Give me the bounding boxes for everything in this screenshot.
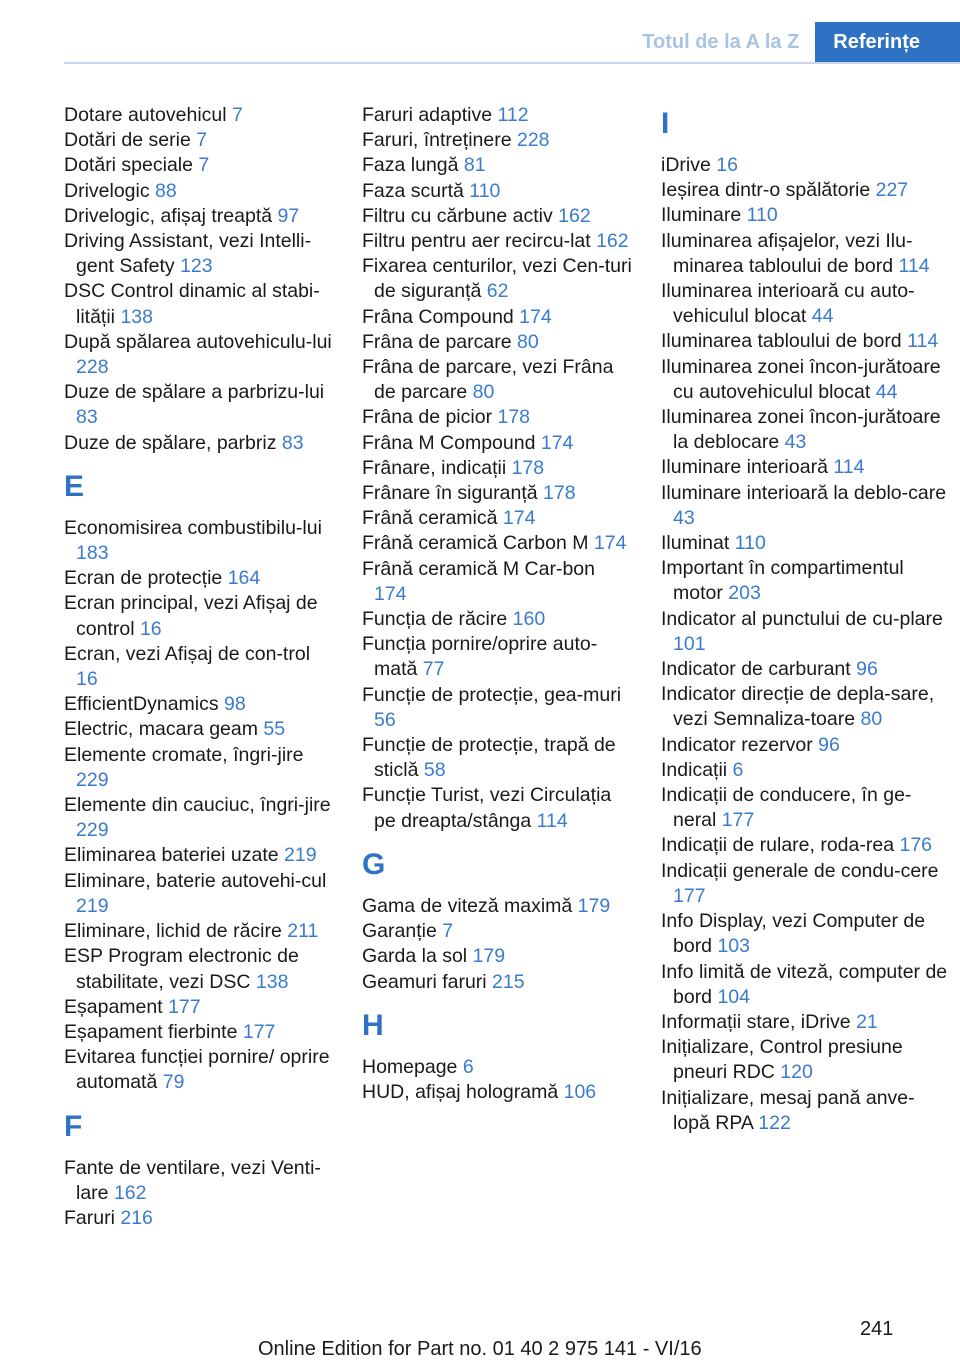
index-entry[interactable]: [64, 516, 334, 566]
index-entry-page-link[interactable]: 80: [517, 330, 539, 353]
index-entry[interactable]: [362, 229, 632, 254]
index-entry-term: Frâna de parcare: [362, 330, 518, 353]
index-entry-term: Funcție de protecție, gea‐muri: [362, 683, 622, 706]
index-entry-term: Fixarea centurilor, vezi Cen‐turi de siguranță: [362, 255, 632, 303]
index-entry-term: Filtru pentru aer recircu‐lat: [362, 230, 597, 253]
index-entry-page-link[interactable]: 174: [519, 305, 552, 328]
index-letter-heading: G: [362, 847, 386, 881]
index-entry-page-link[interactable]: 203: [728, 582, 761, 605]
index-entry[interactable]: [64, 995, 334, 1020]
index-entry-page-link[interactable]: 123: [180, 255, 213, 278]
index-entry-page-link[interactable]: 44: [811, 305, 834, 328]
index-entry-term: Garda la sol: [362, 945, 473, 968]
index-entry-page-link[interactable]: 6: [462, 1055, 474, 1078]
header-divider: [64, 62, 960, 64]
index-entry-page-link[interactable]: 97: [277, 204, 300, 227]
index-entry-term: Duze de spălare, parbriz: [64, 431, 282, 454]
index-entry-term: Economisirea combustibilu‐lui: [64, 516, 322, 539]
index-entry-term: După spălarea autovehiculu‐lui: [64, 330, 332, 353]
index-entry-page-link[interactable]: 98: [224, 693, 246, 716]
index-entry-page-link[interactable]: 162: [113, 1181, 147, 1204]
index-entry-term: Drivelogic, afișaj treaptă: [64, 204, 278, 227]
index-entry-page-link[interactable]: 178: [511, 456, 545, 479]
index-entry-page-link[interactable]: 177: [673, 884, 706, 907]
index-entry-page-link[interactable]: 174: [593, 532, 627, 555]
index-entry-term: Funcția pornire/oprire auto‐mată: [362, 633, 598, 681]
index-entry-term: Frână ceramică M Car‐bon: [362, 557, 595, 580]
index-entry-page-link[interactable]: 7: [442, 920, 454, 943]
index-entry-term: Faruri, întreținere: [362, 129, 517, 152]
index-entry-page-link[interactable]: 229: [76, 819, 109, 842]
index-entry-term: Eșapament fierbinte: [64, 1020, 243, 1043]
index-entry-page-link[interactable]: 114: [833, 456, 865, 479]
index-entry-page-link[interactable]: 62: [486, 280, 509, 303]
index-entry-term: Electric, macara geam: [64, 718, 264, 741]
index-entry-term: Iluminat: [661, 532, 735, 555]
index-entry[interactable]: [661, 1010, 951, 1035]
index-entry-page-link[interactable]: 162: [558, 204, 591, 227]
index-entry-term: EfficientDynamics: [64, 693, 225, 716]
index-entry-page-link[interactable]: 114: [898, 254, 930, 277]
index-entry[interactable]: [64, 153, 334, 178]
index-entry-term: Eliminare, lichid de răcire: [64, 920, 288, 943]
index-entry-term: iDrive: [661, 154, 717, 176]
index-entry-page-link[interactable]: 176: [899, 834, 933, 857]
index-entry[interactable]: [362, 254, 632, 304]
index-entry[interactable]: [661, 455, 951, 480]
index-entry-term: Faza lungă: [362, 154, 464, 177]
index-entry[interactable]: [661, 229, 951, 279]
index-entry-term: Eșapament: [64, 995, 169, 1018]
index-entry-page-link[interactable]: 83: [281, 431, 304, 454]
index-entry-page-link[interactable]: 219: [284, 844, 317, 867]
index-entry-page-link[interactable]: 6: [732, 758, 744, 781]
index-entry[interactable]: [661, 481, 951, 531]
index-entry[interactable]: [64, 431, 334, 456]
index-entry-term: Frâna de picior: [362, 406, 498, 429]
index-entry[interactable]: [64, 743, 334, 793]
index-entry-page-link[interactable]: 177: [168, 995, 201, 1018]
index-entry-term: Indicator rezervor: [661, 733, 819, 756]
index-entry[interactable]: [64, 944, 334, 994]
index-entry-page-link[interactable]: 164: [227, 567, 261, 590]
index-entry-term: Iluminare interioară la deblo‐care: [661, 481, 947, 504]
index-entry-term: Driving Assistant, vezi Intelli‐gent Safety: [64, 230, 312, 278]
index-entry-page-link[interactable]: 178: [543, 482, 576, 505]
index-entry-page-link[interactable]: 122: [758, 1111, 791, 1134]
index-entry-page-link[interactable]: 106: [563, 1080, 597, 1103]
index-entry-term: Iluminarea tabloului de bord: [661, 330, 908, 353]
index-entry-page-link[interactable]: 110: [469, 179, 501, 202]
index-entry-page-link[interactable]: 229: [76, 768, 109, 791]
index-entry[interactable]: [362, 153, 632, 178]
index-entry-term: Iluminarea zonei încon‐jurătoare cu autovehiculul blocat: [661, 355, 941, 403]
index-entry-page-link[interactable]: 55: [263, 718, 286, 741]
index-entry[interactable]: [362, 204, 632, 229]
index-entry-term: Evitarea funcției pornire/ oprire automată: [64, 1046, 330, 1094]
index-entry-term: Indicator direcție de depla‐sare, vezi Semnaliza‐toare: [661, 683, 935, 731]
index-entry-page-link[interactable]: 114: [907, 330, 939, 353]
index-entry[interactable]: [362, 506, 632, 531]
index-entry[interactable]: [64, 1020, 334, 1045]
index-entry[interactable]: [362, 179, 632, 204]
index-entry-page-link[interactable]: 138: [255, 970, 289, 993]
index-column-1: [64, 103, 334, 1231]
index-letter-heading: H: [362, 1008, 384, 1042]
index-entry[interactable]: [362, 531, 632, 556]
index-entry[interactable]: [64, 1045, 334, 1095]
index-entry-page-link[interactable]: 174: [502, 507, 536, 530]
index-entry-page-link[interactable]: 80: [860, 708, 883, 731]
index-entry-term: Frânare în siguranță: [362, 482, 544, 505]
index-entry-term: DSC Control dinamic al stabi‐lității: [64, 280, 320, 328]
index-entry-term: Faza scurtă: [362, 179, 470, 202]
index-entry-page-link[interactable]: 174: [540, 431, 574, 454]
index-entry-term: Frână ceramică Carbon M: [362, 532, 594, 555]
index-entry-page-link[interactable]: 7: [198, 154, 210, 177]
index-entry-page-link[interactable]: 43: [784, 431, 807, 454]
index-entry-page-link[interactable]: 110: [746, 204, 778, 227]
index-entry-term: Indicații de rulare, roda‐rea: [661, 834, 900, 857]
index-entry-page-link[interactable]: 44: [875, 380, 898, 403]
index-entry-term: Info limită de viteză, computer de bord: [661, 960, 948, 1008]
index-entry[interactable]: [64, 591, 334, 641]
index-entry-term: Eliminare, baterie autovehi‐cul: [64, 869, 327, 892]
index-entry[interactable]: [661, 859, 951, 909]
index-entry[interactable]: [661, 960, 951, 1010]
index-entry-term: ESP Program electronic de stabilitate, vezi DSC: [64, 945, 299, 993]
index-entry-term: Iluminare: [661, 204, 747, 227]
index-entry-term: Elemente cromate, îngri‐jire: [64, 743, 304, 766]
index-entry-page-link[interactable]: 179: [577, 894, 611, 917]
index-entry-page-link[interactable]: 112: [497, 104, 529, 126]
index-entry[interactable]: [64, 1156, 334, 1206]
index-entry[interactable]: [362, 919, 632, 944]
index-entry[interactable]: [64, 179, 334, 204]
index-entry[interactable]: [661, 1086, 951, 1136]
index-entry-term: Faruri adaptive: [362, 104, 498, 126]
index-entry[interactable]: [362, 944, 632, 969]
index-entry-term: Geamuri faruri: [362, 970, 493, 993]
index-entry[interactable]: [661, 405, 951, 455]
index-entry-term: Indicator al punctului de cu‐plare: [661, 607, 943, 630]
index-entry-page-link[interactable]: 58: [423, 759, 446, 782]
index-entry-page-link[interactable]: 16: [76, 668, 98, 691]
index-entry[interactable]: [661, 657, 951, 682]
index-entry[interactable]: [64, 103, 334, 128]
index-entry-term: Garanție: [362, 920, 443, 943]
index-column-2: [362, 103, 632, 1105]
index-entry[interactable]: [362, 632, 632, 682]
index-entry-term: Funcție de protecție, trapă de sticlă: [362, 734, 616, 782]
index-entry-term: Filtru cu cărbune activ: [362, 204, 559, 227]
index-entry-term: Duze de spălare a parbrizu‐lui: [64, 381, 325, 404]
index-entry[interactable]: [64, 279, 334, 329]
index-entry[interactable]: [64, 843, 334, 868]
index-entry[interactable]: [661, 153, 951, 178]
index-entry[interactable]: [64, 566, 334, 591]
index-entry-term: Ecran principal, vezi Afișaj de control: [64, 592, 318, 640]
index-entry[interactable]: [362, 1080, 632, 1105]
index-entry[interactable]: [362, 683, 632, 733]
index-entry[interactable]: [362, 1055, 632, 1080]
index-entry[interactable]: [661, 203, 951, 228]
index-entry[interactable]: [64, 204, 334, 229]
index-entry[interactable]: [64, 380, 334, 430]
index-entry[interactable]: [661, 607, 951, 657]
index-entry-page-link[interactable]: 179: [472, 945, 506, 968]
index-entry-page-link[interactable]: 138: [120, 305, 153, 328]
index-entry-term: HUD, afișaj hologramă: [362, 1080, 564, 1103]
index-entry-term: Inițializare, mesaj pană anve‐lopă RPA: [661, 1086, 915, 1134]
index-entry-page-link[interactable]: 21: [856, 1010, 878, 1033]
index-entry-term: Gama de viteză maximă: [362, 894, 578, 917]
index-entry-term: Info Display, vezi Computer de bord: [661, 910, 926, 958]
index-entry-term: Dotare autovehicul: [64, 104, 233, 126]
index-entry[interactable]: [661, 531, 951, 556]
index-entry[interactable]: [362, 557, 632, 607]
index-entry[interactable]: [362, 355, 632, 405]
index-entry-page-link[interactable]: 228: [516, 129, 550, 152]
index-entry-page-link[interactable]: 16: [716, 154, 738, 176]
index-entry[interactable]: [362, 456, 632, 481]
index-entry[interactable]: [362, 431, 632, 456]
index-entry-page-link[interactable]: 101: [673, 632, 706, 655]
index-entry-term: Frână ceramică: [362, 507, 503, 530]
index-entry[interactable]: [362, 405, 632, 430]
page-header: [626, 22, 960, 62]
index-entry-term: Ecran, vezi Afișaj de con‐trol: [64, 642, 311, 665]
index-entry-page-link[interactable]: 80: [472, 381, 495, 404]
index-entry-page-link[interactable]: 96: [856, 658, 878, 681]
index-entry[interactable]: [661, 783, 951, 833]
index-letter-heading: E: [64, 469, 85, 503]
index-entry-term: Iluminarea afișajelor, vezi Ilu‐minarea tabloului de bord: [661, 229, 913, 277]
index-entry-page-link[interactable]: 103: [717, 935, 750, 958]
index-entry-term: Indicații de conducere, în ge‐neral: [661, 784, 912, 832]
index-entry-page-link[interactable]: 177: [242, 1020, 276, 1043]
index-entry[interactable]: [64, 1206, 334, 1231]
index-entry[interactable]: [362, 894, 632, 919]
index-entry-page-link[interactable]: 114: [536, 809, 568, 832]
index-entry-term: Ieșirea dintr-o spălătorie: [661, 179, 876, 202]
index-entry[interactable]: [64, 919, 334, 944]
index-entry[interactable]: [64, 717, 334, 742]
index-entry[interactable]: [661, 733, 951, 758]
header-tab-references[interactable]: Referințe: [815, 22, 960, 62]
index-entry-page-link[interactable]: 120: [780, 1061, 813, 1084]
index-entry[interactable]: [362, 305, 632, 330]
index-entry-page-link[interactable]: 56: [374, 708, 396, 731]
page-number: 241: [860, 1318, 894, 1340]
index-entry[interactable]: [362, 733, 632, 783]
index-entry-page-link[interactable]: 7: [232, 104, 243, 126]
index-entry[interactable]: [661, 758, 951, 783]
index-entry[interactable]: [362, 783, 632, 833]
index-entry-term: Important în compartimentul motor: [661, 557, 904, 605]
index-entry[interactable]: [362, 970, 632, 995]
index-entry[interactable]: [661, 329, 951, 354]
index-entry-page-link[interactable]: 88: [155, 179, 177, 202]
index-entry[interactable]: [661, 682, 951, 732]
index-entry[interactable]: [362, 607, 632, 632]
index-entry[interactable]: [64, 229, 334, 279]
index-entry[interactable]: [362, 103, 632, 128]
index-entry-term: Iluminare interioară: [661, 456, 834, 479]
index-letter-heading: F: [64, 1109, 83, 1143]
index-entry-page-link[interactable]: 174: [374, 582, 407, 605]
index-entry-page-link[interactable]: 228: [76, 356, 109, 379]
index-entry-term: Funcție Turist, vezi Circulația pe dreapta/stânga: [362, 784, 612, 832]
index-entry[interactable]: [64, 793, 334, 843]
index-entry-term: Informații stare, iDrive: [661, 1010, 857, 1033]
index-entry-term: Indicații generale de condu‐cere: [661, 859, 939, 882]
index-entry[interactable]: [64, 642, 334, 692]
footer-edition-note: Online Edition for Part no. 01 40 2 975 141 - VI/16: [258, 1338, 702, 1360]
index-entry-page-link[interactable]: 160: [512, 608, 546, 631]
header-section-title: Totul de la A la Z: [626, 22, 815, 62]
index-entry-page-link[interactable]: 178: [497, 406, 531, 429]
index-entry-term: Dotări speciale: [64, 154, 199, 177]
index-entry[interactable]: [661, 556, 951, 606]
index-entry-page-link[interactable]: 110: [734, 532, 766, 555]
index-entry-page-link[interactable]: 7: [196, 129, 208, 152]
index-entry[interactable]: [661, 833, 951, 858]
index-entry-page-link[interactable]: 16: [139, 617, 162, 640]
index-entry[interactable]: [661, 909, 951, 959]
index-entry-page-link[interactable]: 227: [875, 179, 909, 202]
index-entry-page-link[interactable]: 219: [76, 894, 109, 917]
index-entry-term: Eliminarea bateriei uzate: [64, 844, 285, 867]
index-entry[interactable]: [64, 128, 334, 153]
index-entry-term: Ecran de protecție: [64, 567, 228, 590]
index-entry-term: Faruri: [64, 1206, 121, 1229]
index-entry-page-link[interactable]: 162: [596, 230, 629, 253]
index-entry[interactable]: [64, 869, 334, 919]
index-entry-page-link[interactable]: 77: [422, 658, 445, 681]
index-entry-term: Funcția de răcire: [362, 608, 513, 631]
index-entry-term: Inițializare, Control presiune pneuri RDC: [661, 1036, 903, 1084]
index-entry-term: Drivelogic: [64, 179, 156, 202]
index-entry[interactable]: [64, 330, 334, 380]
index-entry-page-link[interactable]: 79: [162, 1071, 185, 1094]
index-entry-page-link[interactable]: 216: [120, 1206, 153, 1229]
index-entry-page-link[interactable]: 177: [721, 809, 755, 832]
index-entry-page-link[interactable]: 43: [673, 506, 695, 529]
index-entry-term: Frâna de parcare, vezi Frâna de parcare: [362, 356, 614, 404]
index-entry-page-link[interactable]: 83: [76, 406, 98, 429]
index-entry-term: Iluminarea zonei încon‐jurătoare la deblocare: [661, 406, 941, 454]
index-entry[interactable]: [362, 330, 632, 355]
index-entry[interactable]: [661, 355, 951, 405]
index-entry[interactable]: [362, 481, 632, 506]
index-entry[interactable]: [64, 692, 334, 717]
index-entry-page-link[interactable]: 215: [492, 970, 525, 993]
index-entry-term: Fante de ventilare, vezi Venti‐lare: [64, 1156, 321, 1204]
index-entry-term: Elemente din cauciuc, îngri‐jire: [64, 794, 331, 817]
index-entry-term: Iluminarea interioară cu auto‐vehiculul blocat: [661, 280, 915, 328]
index-entry-term: Frâna Compound: [362, 305, 520, 328]
index-column-3: [661, 103, 951, 1136]
index-entry-page-link[interactable]: 183: [76, 542, 109, 565]
index-entry-page-link[interactable]: 96: [818, 733, 840, 756]
index-entry-term: Frânare, indicații: [362, 456, 512, 479]
index-letter-heading: I: [661, 107, 670, 140]
index-entry[interactable]: [362, 128, 632, 153]
index-entry[interactable]: [661, 279, 951, 329]
index-entry-term: Indicator de carburant: [661, 658, 857, 681]
index-entry-term: Homepage: [362, 1055, 463, 1078]
index-entry-term: Indicații: [661, 758, 733, 781]
index-entry-term: Dotări de serie: [64, 129, 197, 152]
index-entry-page-link[interactable]: 104: [717, 985, 750, 1008]
index-entry[interactable]: [661, 178, 951, 203]
index-entry-term: Frâna M Compound: [362, 431, 541, 454]
index-entry-page-link[interactable]: 81: [463, 154, 486, 177]
index-entry[interactable]: [661, 1035, 951, 1085]
index-entry-page-link[interactable]: 211: [287, 920, 319, 943]
